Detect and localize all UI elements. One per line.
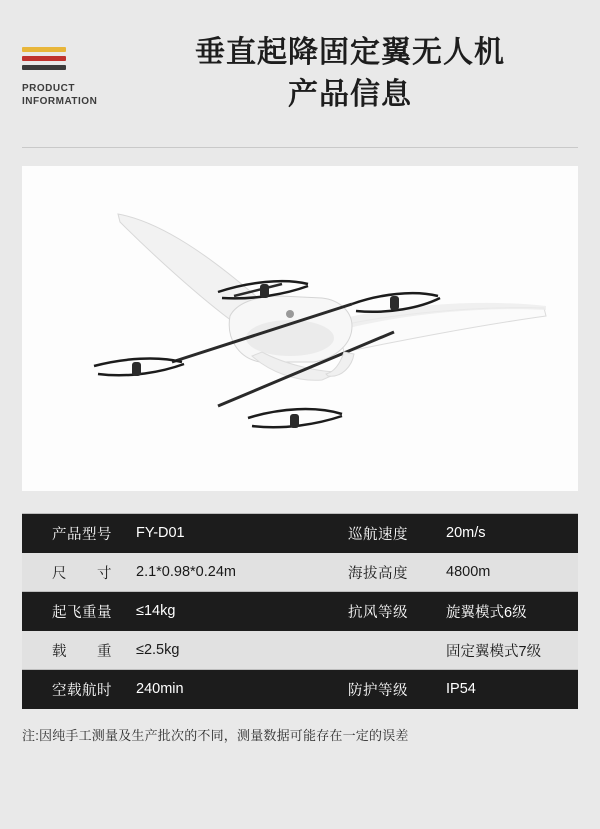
spec-value: 240min	[136, 681, 184, 697]
spec-label: 起飞重量	[52, 604, 112, 621]
page-title-line1: 垂直起降固定翼无人机	[195, 36, 505, 69]
spec-value-2: 旋翼模式6级	[446, 604, 527, 621]
spec-value-2: 20m/s	[446, 525, 486, 541]
spec-label-2: 防护等级	[348, 682, 408, 699]
header-divider	[22, 147, 578, 148]
table-row	[22, 670, 578, 709]
table-row	[22, 553, 578, 592]
spec-label-2: 海拔高度	[348, 565, 408, 582]
spec-value-2: 4800m	[446, 564, 491, 580]
spec-label-2: 巡航速度	[348, 526, 408, 543]
drone-illustration	[22, 166, 578, 491]
brand-block	[22, 41, 130, 108]
spec-label: 产品型号	[52, 526, 112, 543]
brand-bars-icon	[22, 47, 66, 70]
spec-label-2	[340, 631, 440, 669]
spec-value: ≤14kg	[136, 603, 176, 619]
spec-label: 空载航时	[52, 682, 112, 699]
spec-value-2: 固定翼模式7级	[446, 643, 542, 660]
table-row	[22, 631, 578, 670]
spec-value-2: IP54	[446, 681, 476, 697]
spec-value: 2.1*0.98*0.24m	[136, 564, 236, 580]
spec-value: ≤2.5kg	[136, 642, 180, 658]
page-title	[130, 32, 578, 116]
table-row	[22, 514, 578, 553]
page-title-line2: 产品信息	[288, 78, 412, 111]
spec-value: FY-D01	[136, 525, 185, 541]
product-image	[22, 166, 578, 491]
spec-label: 尺 寸	[52, 565, 112, 582]
brand-label-product: PRODUCT	[22, 82, 75, 94]
spec-table	[22, 513, 578, 709]
page-header	[0, 0, 600, 148]
measurement-note: 注:因纯手工测量及生产批次的不同，测量数据可能存在一定的误差	[22, 728, 409, 743]
brand-label-information: INFORMATION	[22, 95, 98, 107]
spec-label: 载 重	[52, 643, 112, 660]
spec-label-2: 抗风等级	[348, 604, 408, 621]
table-row	[22, 592, 578, 631]
